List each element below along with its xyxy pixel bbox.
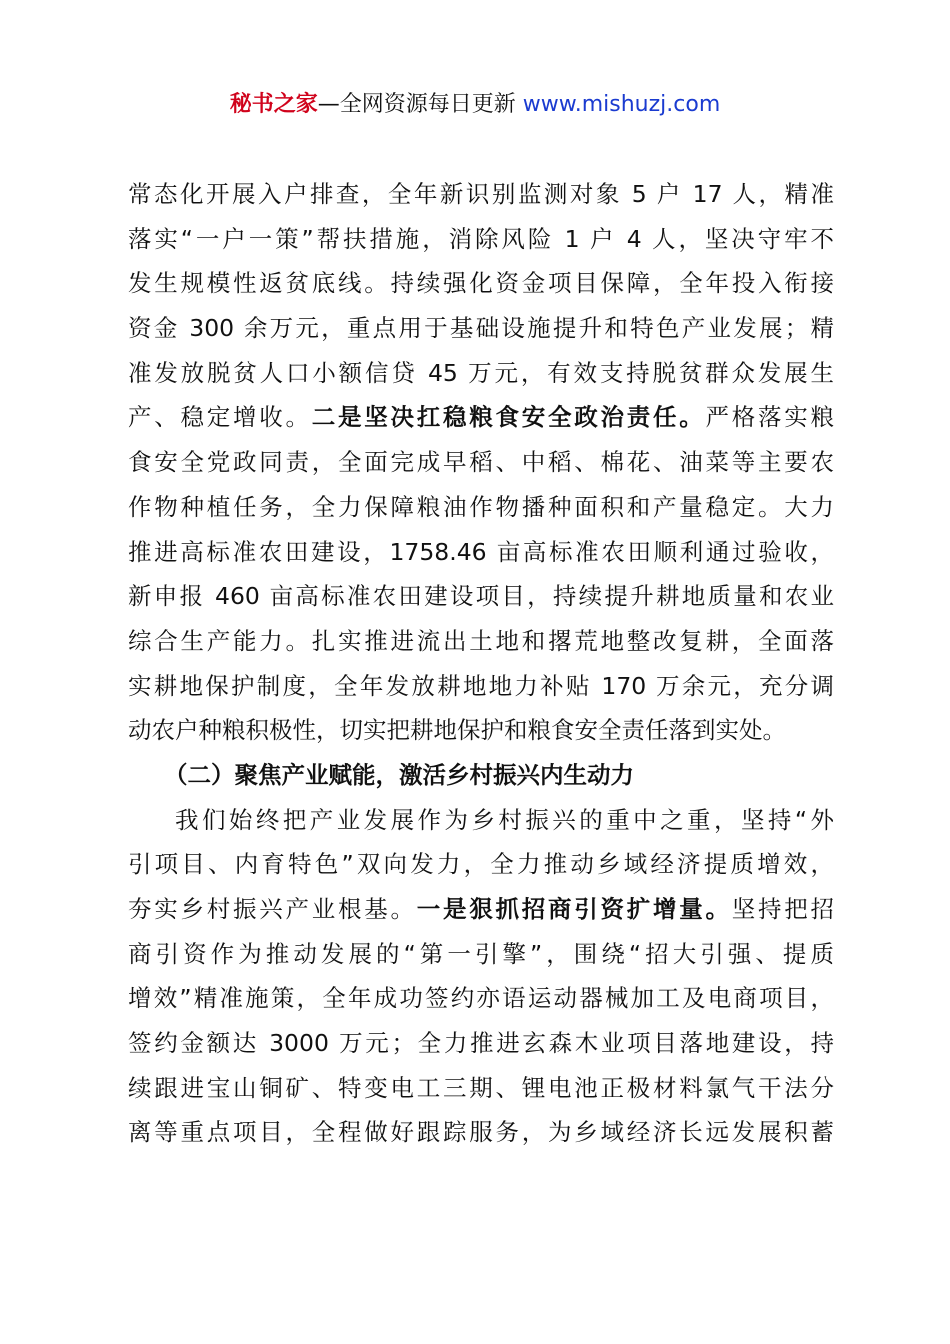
text-line: 食安全党政同责，全面完成早稻、中稻、棉花、油菜等主要农 bbox=[128, 448, 834, 477]
section-heading: （二）聚焦产业赋能，激活乡村振兴内生动力 bbox=[164, 760, 634, 789]
text-line: 资金 300 余万元，重点用于基础设施提升和特色产业发展；精 bbox=[128, 314, 834, 343]
text-line: 商引资作为推动发展的“第一引擎”，围绕“招大引强、提质 bbox=[128, 939, 834, 968]
text-line: 引项目、内育特色”双向发力，全力推动乡域经济提质增效， bbox=[128, 850, 834, 879]
text-line: 准发放脱贫人口小额信贷 45 万元，有效支持脱贫群众发展生 bbox=[128, 358, 834, 387]
text-line: 新申报 460 亩高标准农田建设项目，持续提升耕地质量和农业 bbox=[128, 582, 834, 611]
text-line: 推进高标准农田建设，1758.46 亩高标准农田顺利通过验收， bbox=[128, 537, 834, 566]
text-line: 落实“一户一策”帮扶措施，消除风险 1 户 4 人，坚决守牢不 bbox=[128, 224, 834, 253]
brand-name: 秘书之家 bbox=[229, 92, 318, 117]
text-line: 动农户种粮积极性，切实把耕地保护和粮食安全责任落到实处。 bbox=[128, 716, 786, 745]
text-run: 坚持把招 bbox=[731, 895, 834, 923]
bold-key-point: 一是狠抓招商引资扩增量。 bbox=[416, 895, 732, 923]
text-line: 签约金额达 3000 万元；全力推进玄森木业项目落地建设，持 bbox=[128, 1029, 834, 1058]
document-body bbox=[128, 172, 834, 1155]
text-line: 实耕地保护制度，全年发放耕地地力补贴 170 万余元，充分调 bbox=[128, 671, 834, 700]
bold-key-point: 二是坚决扛稳粮食安全政治责任。 bbox=[311, 403, 706, 432]
site-header bbox=[0, 88, 950, 122]
text-line bbox=[128, 887, 834, 932]
text-line: 我们始终把产业发展作为乡村振兴的重中之重，坚持“外 bbox=[175, 805, 834, 834]
text-line: 常态化开展入户排查，全年新识别监测对象 5 户 17 人，精准 bbox=[128, 180, 834, 208]
text-line: 发生规模性返贫底线。持续强化资金项目保障，全年投入衔接 bbox=[128, 269, 834, 298]
text-line bbox=[128, 395, 834, 440]
text-run: 严格落实粮 bbox=[705, 403, 834, 432]
text-line: 续跟进宝山铜矿、特变电工三期、锂电池正极材料氯气干法分 bbox=[128, 1073, 834, 1102]
text-line: 增效”精准施策，全年成功签约亦语运动器械加工及电商项目， bbox=[128, 984, 834, 1013]
text-line: 作物种植任务，全力保障粮油作物播种面积和产量稳定。大力 bbox=[128, 492, 834, 521]
site-url-link[interactable]: www.mishuzj.com bbox=[522, 92, 721, 117]
header-tagline: —全网资源每日更新 bbox=[317, 92, 523, 117]
text-run: 夯实乡村振兴产业根基。 bbox=[128, 895, 417, 923]
text-run: 产、稳定增收。 bbox=[128, 403, 312, 432]
text-line: 离等重点项目，全程做好跟踪服务，为乡域经济长远发展积蓄 bbox=[128, 1118, 834, 1147]
text-line: 综合生产能力。扎实推进流出土地和撂荒地整改复耕，全面落 bbox=[128, 626, 834, 655]
